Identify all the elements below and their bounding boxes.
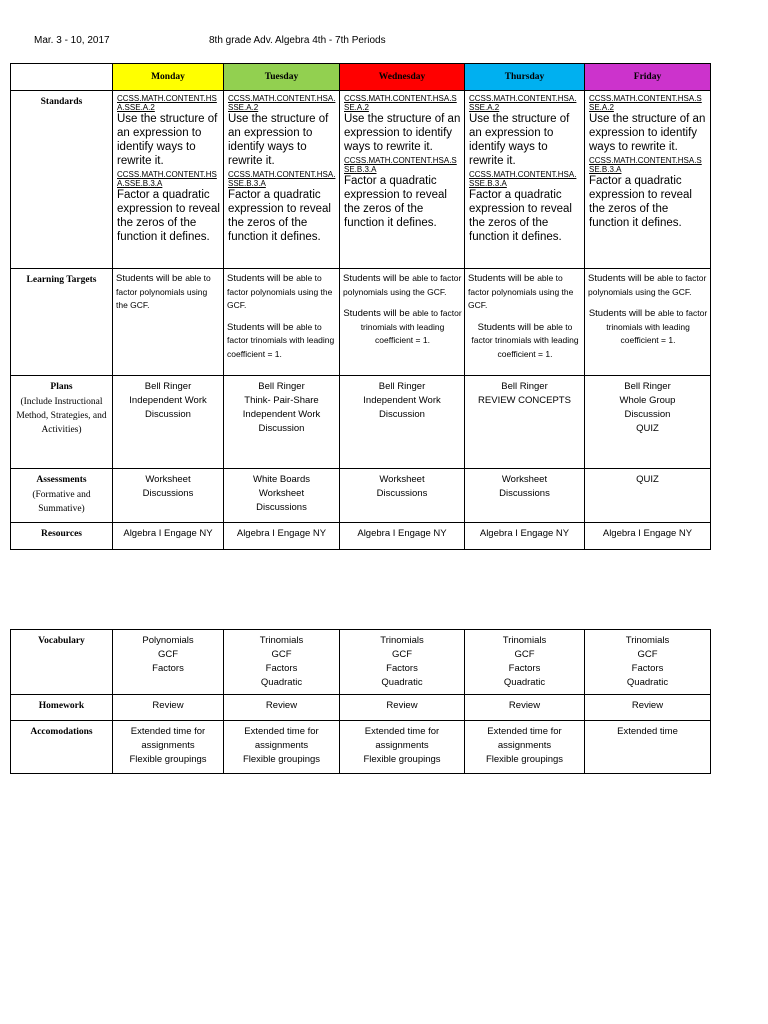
standard-code: CCSS.MATH.CONTENT.HSA.SSE.A.2	[228, 94, 336, 112]
row-label-vocabulary: Vocabulary	[11, 630, 113, 695]
assessments-cell	[465, 469, 585, 523]
plan-item: Whole Group	[619, 395, 676, 406]
plan-item: Discussion	[258, 423, 305, 434]
header-date: Mar. 3 - 10, 2017	[34, 35, 110, 46]
target-gcf: able to factor polynomials using the GCF.	[588, 273, 707, 297]
accomodation-item: assignments	[141, 740, 195, 751]
standards-cell	[340, 91, 465, 269]
plan-item: Think- Pair-Share	[244, 395, 319, 406]
target-prefix: Students will be	[227, 273, 297, 284]
accomodations-cell	[465, 721, 585, 774]
accomodation-item: Extended time for	[487, 726, 562, 737]
target-prefix: Students will be	[468, 273, 538, 284]
target-prefix: Students will be	[588, 308, 659, 319]
assessment-item: Discussions	[256, 502, 307, 513]
day-header-tuesday: Tuesday	[224, 64, 340, 91]
homework-row	[11, 695, 711, 721]
assessment-item: Worksheet	[501, 474, 548, 485]
vocab-item: Factors	[508, 663, 541, 674]
plans-cell	[340, 376, 465, 469]
resource-cell: Algebra I Engage NY	[224, 523, 340, 550]
plans-cell	[585, 376, 711, 469]
accomodations-cell	[340, 721, 465, 774]
supports-table	[10, 629, 711, 774]
standard-code: CCSS.MATH.CONTENT.HSA.SSE.B.3.A	[117, 170, 217, 188]
accomodation-item: assignments	[497, 740, 552, 751]
vocab-item: Trinomials	[259, 635, 304, 646]
assessments-cell	[224, 469, 340, 523]
vocab-item: Factors	[386, 663, 418, 674]
accomodations-cell	[585, 721, 711, 774]
target-gcf: able to factor polynomials using the GCF.	[343, 273, 462, 297]
learning-target-cell	[113, 269, 224, 376]
standards-cell	[465, 91, 585, 269]
standard-description: Use the structure of an expression to identify ways to rewrite it.	[228, 113, 329, 167]
vocab-item: Quadratic	[626, 677, 669, 688]
assessment-item: White Boards	[252, 474, 311, 485]
vocab-item: GCF	[637, 649, 658, 660]
plan-item: Independent Work	[129, 395, 207, 406]
target-prefix: Students will be	[116, 273, 186, 284]
plans-subtitle: (Include Instructional Method, Strategies, and Activities)	[16, 397, 107, 435]
vocabulary-cell	[340, 630, 465, 695]
plan-item: QUIZ	[636, 423, 659, 434]
standard-description: Use the structure of an expression to identify ways to rewrite it.	[469, 113, 570, 167]
plan-item: REVIEW CONCEPTS	[478, 395, 571, 406]
header-course: 8th grade Adv. Algebra 4th - 7th Periods	[209, 35, 386, 46]
accomodation-item: Flexible groupings	[242, 754, 321, 765]
plans-cell	[224, 376, 340, 469]
vocab-item: GCF	[514, 649, 535, 660]
learning-target-cell	[340, 269, 465, 376]
plan-item: Bell Ringer	[144, 381, 192, 392]
standard-description: Use the structure of an expression to identify ways to rewrite it.	[589, 113, 706, 153]
accomodation-item: Extended time for	[244, 726, 319, 737]
vocabulary-cell	[224, 630, 340, 695]
standard-code: CCSS.MATH.CONTENT.HSA.SSE.B.3.A	[228, 170, 336, 188]
standard-description: Use the structure of an expression to identify ways to rewrite it.	[344, 113, 461, 153]
target-gcf: able to factor polynomials using the GCF.	[116, 273, 211, 310]
plan-item: Discussion	[145, 409, 191, 420]
day-header-wednesday: Wednesday	[340, 64, 465, 91]
accomodation-item: Extended time for	[364, 726, 440, 737]
plan-item: Discussion	[624, 409, 671, 420]
plan-item: Bell Ringer	[378, 381, 426, 392]
vocab-item: Quadratic	[381, 677, 423, 688]
vocab-item: Trinomials	[380, 635, 424, 646]
row-label-homework: Homework	[11, 695, 113, 721]
resource-cell: Algebra I Engage NY	[113, 523, 224, 550]
row-label-resources: Resources	[11, 523, 113, 550]
assessments-subtitle: (Formative and Summative)	[32, 490, 91, 514]
vocab-item: Trinomials	[625, 635, 670, 646]
vocab-item: Factors	[265, 663, 298, 674]
target-gcf: able to factor polynomials using the GCF.	[468, 273, 574, 310]
accomodation-item: Flexible groupings	[485, 754, 564, 765]
accomodations-cell	[224, 721, 340, 774]
row-label-standards: Standards	[11, 91, 113, 269]
resource-cell: Algebra I Engage NY	[585, 523, 711, 550]
plan-item: Bell Ringer	[501, 381, 548, 392]
standard-description: Factor a quadratic expression to reveal the zeros of the function it defines.	[589, 175, 692, 229]
resource-cell: Algebra I Engage NY	[465, 523, 585, 550]
target-trinomials: able to factor trinomials with leading coefficient = 1.	[606, 308, 708, 345]
vocab-item: Polynomials	[142, 635, 194, 646]
assessment-item: Worksheet	[145, 474, 191, 485]
day-header-friday: Friday	[585, 64, 711, 91]
row-label-accomodations: Accomodations	[11, 721, 113, 774]
plan-item: Discussion	[379, 409, 425, 420]
vocab-item: Factors	[152, 663, 184, 674]
vocabulary-cell	[465, 630, 585, 695]
assessments-row	[11, 469, 711, 523]
corner-cell	[11, 64, 113, 91]
plan-item: Bell Ringer	[624, 381, 671, 392]
vocab-item: Trinomials	[502, 635, 547, 646]
day-header-thursday: Thursday	[465, 64, 585, 91]
plans-title: Plans	[50, 382, 73, 392]
homework-cell: Review	[340, 695, 465, 721]
row-label-assessments	[11, 469, 113, 523]
standard-code: CCSS.MATH.CONTENT.HSA.SSE.A.2	[117, 94, 217, 112]
row-label-learning-targets: Learning Targets	[11, 269, 113, 376]
target-prefix: Students will be	[343, 308, 413, 319]
vocabulary-cell	[113, 630, 224, 695]
standard-description: Factor a quadratic expression to reveal the zeros of the function it defines.	[117, 189, 220, 243]
target-prefix: Students will be	[343, 273, 413, 284]
standards-cell	[113, 91, 224, 269]
accomodations-cell	[113, 721, 224, 774]
weekly-plan-table	[10, 63, 711, 550]
resource-cell: Algebra I Engage NY	[340, 523, 465, 550]
homework-cell: Review	[224, 695, 340, 721]
standards-cell	[585, 91, 711, 269]
target-trinomials: able to factor trinomials with leading coefficient = 1.	[227, 321, 335, 359]
vocab-item: Quadratic	[503, 677, 546, 688]
vocabulary-cell	[585, 630, 711, 695]
homework-cell: Review	[585, 695, 711, 721]
standard-code: CCSS.MATH.CONTENT.HSA.SSE.B.3.A	[344, 156, 457, 174]
assessment-item: Worksheet	[379, 474, 425, 485]
accomodations-row	[11, 721, 711, 774]
vocab-item: Quadratic	[260, 677, 303, 688]
assessment-item: Worksheet	[258, 488, 305, 499]
assessment-item: QUIZ	[636, 474, 659, 485]
assessments-title: Assessments	[36, 475, 87, 485]
accomodation-item: Extended time	[617, 726, 678, 737]
assessments-cell	[340, 469, 465, 523]
vocabulary-row	[11, 630, 711, 695]
accomodation-item: Extended time for	[130, 726, 206, 737]
target-prefix: Students will be	[588, 273, 658, 284]
plan-item: Independent Work	[363, 395, 441, 406]
learning-target-cell	[224, 269, 340, 376]
vocab-item: GCF	[391, 649, 413, 660]
target-prefix: Students will be	[477, 321, 547, 333]
homework-cell: Review	[113, 695, 224, 721]
standard-description: Factor a quadratic expression to reveal the zeros of the function it defines.	[228, 189, 331, 243]
assessments-cell	[585, 469, 711, 523]
assessments-cell	[113, 469, 224, 523]
standard-description: Factor a quadratic expression to reveal the zeros of the function it defines.	[344, 175, 447, 229]
plan-item: Independent Work	[242, 409, 321, 420]
standard-code: CCSS.MATH.CONTENT.HSA.SSE.A.2	[589, 94, 702, 112]
learning-targets-row	[11, 269, 711, 376]
standards-cell	[224, 91, 340, 269]
row-label-plans	[11, 376, 113, 469]
plans-cell	[465, 376, 585, 469]
standard-description: Factor a quadratic expression to reveal the zeros of the function it defines.	[469, 189, 572, 243]
target-gcf: able to factor polynomials using the GCF.	[227, 273, 333, 310]
target-prefix: Students will be	[227, 321, 297, 333]
standard-code: CCSS.MATH.CONTENT.HSA.SSE.A.2	[344, 94, 457, 112]
plan-item: Bell Ringer	[258, 381, 305, 392]
vocab-item: Factors	[631, 663, 664, 674]
plans-row	[11, 376, 711, 469]
learning-target-cell	[585, 269, 711, 376]
accomodation-item: assignments	[375, 740, 429, 751]
standard-code: CCSS.MATH.CONTENT.HSA.SSE.B.3.A	[589, 156, 702, 174]
accomodation-item: Flexible groupings	[363, 754, 441, 765]
day-header-monday: Monday	[113, 64, 224, 91]
standard-code: CCSS.MATH.CONTENT.HSA.SSE.A.2	[469, 94, 577, 112]
assessment-item: Discussions	[499, 488, 550, 499]
learning-target-cell	[465, 269, 585, 376]
vocab-item: GCF	[157, 649, 179, 660]
resources-row	[11, 523, 711, 550]
standards-row	[11, 91, 711, 269]
accomodation-item: assignments	[254, 740, 309, 751]
assessment-item: Discussions	[142, 488, 194, 499]
target-trinomials: able to factor trinomials with leading coefficient = 1.	[360, 308, 462, 345]
assessment-item: Discussions	[376, 488, 428, 499]
day-header-row	[11, 64, 711, 91]
homework-cell: Review	[465, 695, 585, 721]
standard-description: Use the structure of an expression to identify ways to rewrite it.	[117, 113, 218, 167]
target-trinomials: able to factor trinomials with leading coefficient = 1.	[471, 321, 579, 359]
vocab-item: GCF	[271, 649, 292, 660]
accomodation-item: Flexible groupings	[129, 754, 207, 765]
standard-code: CCSS.MATH.CONTENT.HSA.SSE.B.3.A	[469, 170, 577, 188]
plans-cell	[113, 376, 224, 469]
